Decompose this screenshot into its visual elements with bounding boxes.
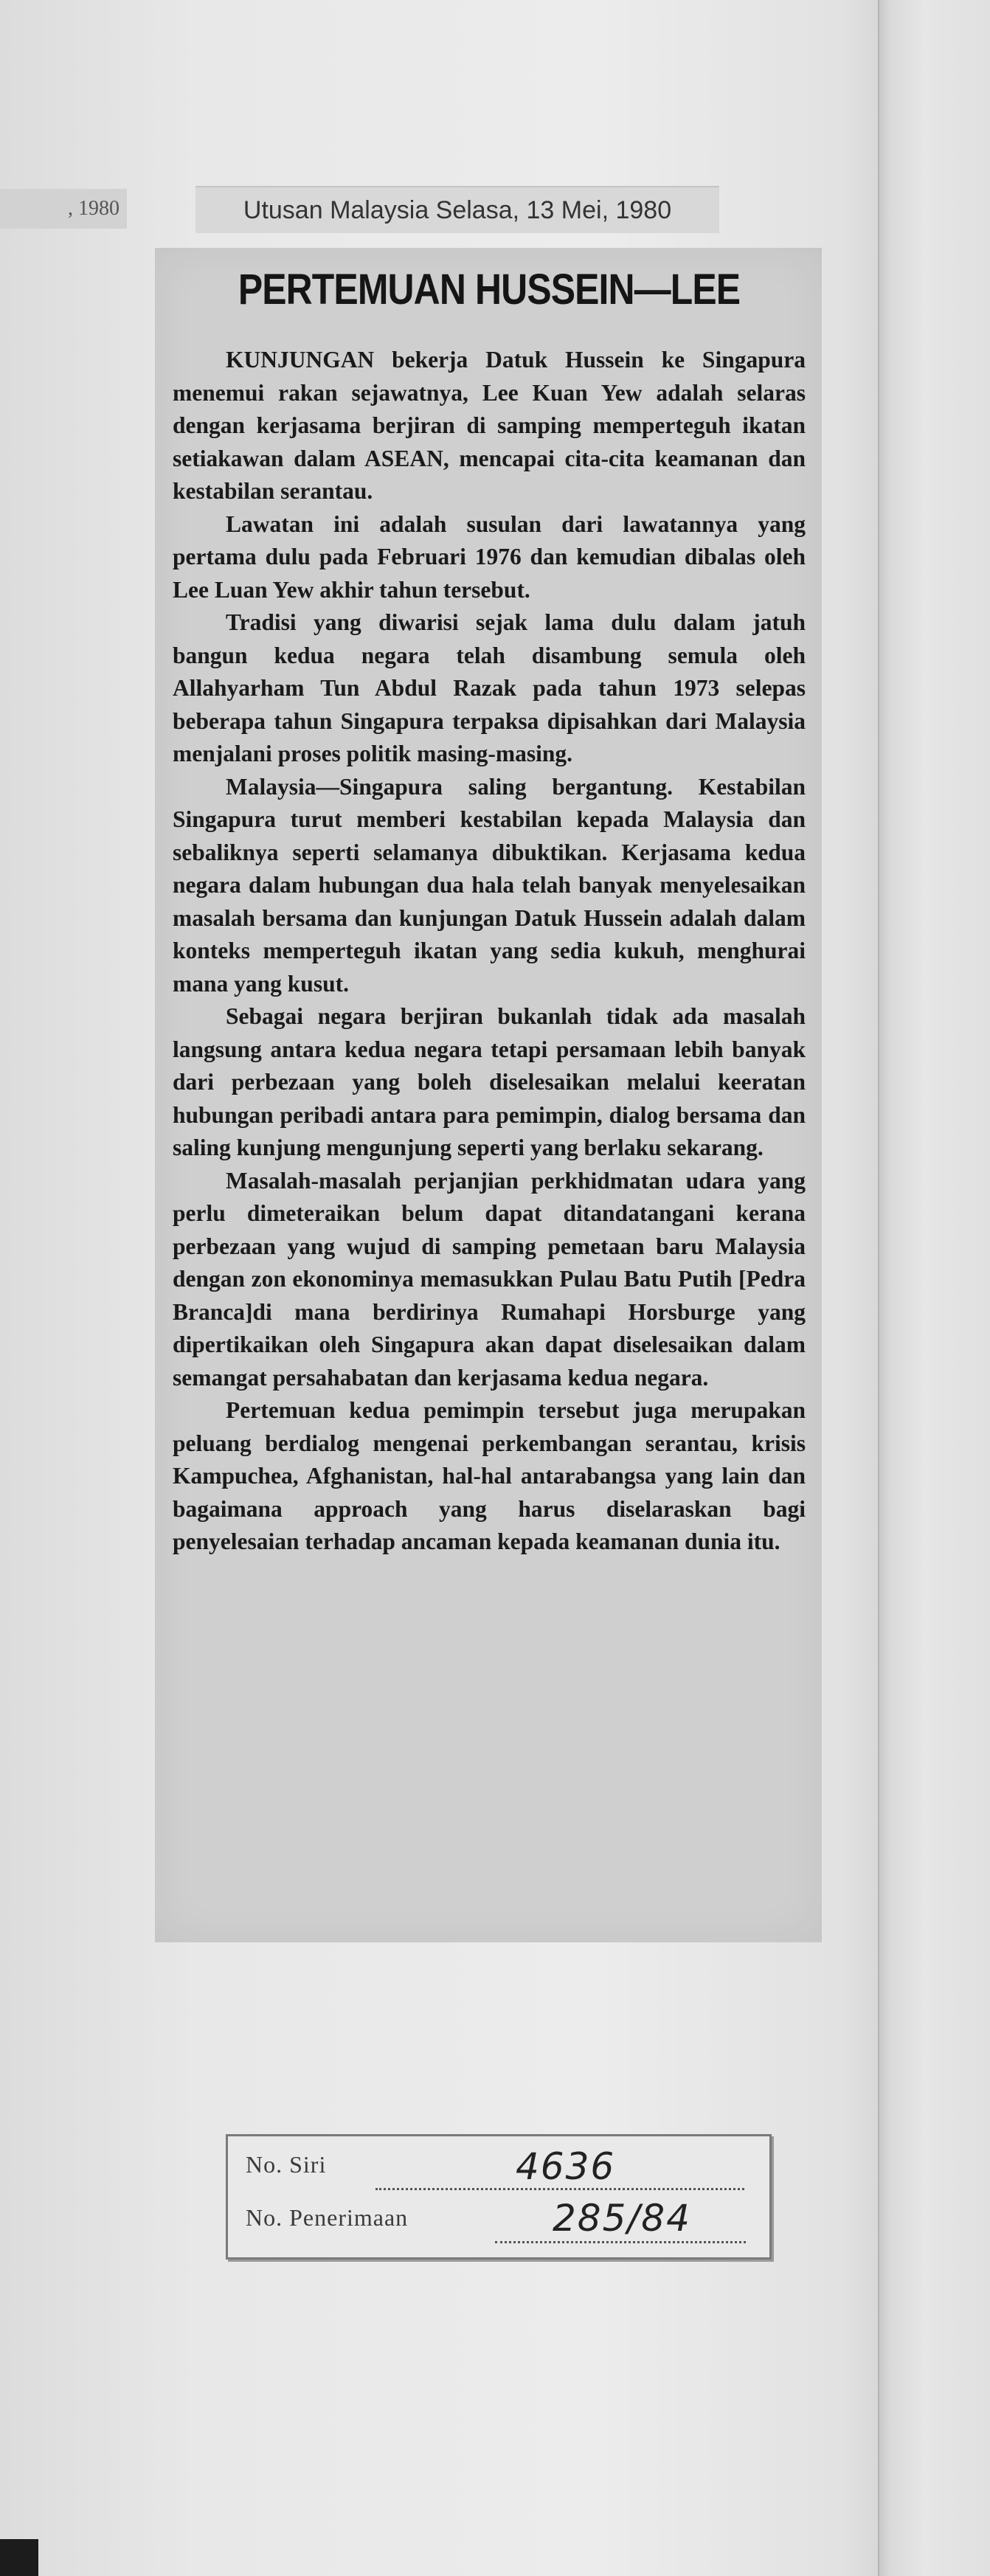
- previous-clipping-date: , 1980: [0, 189, 127, 229]
- archive-stamp: [226, 2134, 772, 2260]
- article-headline: PERTEMUAN HUSSEIN—LEE: [238, 266, 741, 314]
- article-body: [173, 344, 806, 1559]
- siri-dotted-line: [375, 2188, 744, 2190]
- article-paragraph: KUNJUNGAN bekerja Datuk Hussein ke Singapura menemui rakan sejawatnya, Lee Kuan Yew adalah selaras dengan kerjasama berjiran di samping memperteguh ikatan setiakawan dalam ASEAN, mencapai cita-cita keamanan dan kestabilan serantau.: [173, 347, 806, 504]
- article-paragraph: Masalah-masalah perjanjian perkhidmatan udara yang perlu dimeteraikan belum dapat ditandatangani kerana perbezaan yang wujud di samping pemetaan baru Malaysia dengan zon ekonominya memasukkan Pulau Batu Putih [Pedra Branca]di mana berdirinya Rumahapi Horsburge yang dipertikaikan oleh Singapura akan dapat diselesaikan dalam semangat persahabatan dan kerjasama kedua negara.: [173, 1167, 806, 1391]
- penerimaan-dotted-line: [495, 2241, 746, 2243]
- article-paragraph: Malaysia—Singapura saling bergantung. Kestabilan Singapura turut memberi kestabilan kepada Malaysia dan sebaliknya seperti selamanya dibuktikan. Kerjasama kedua negara dalam hubungan dua hala telah banyak menyelesaikan masalah bersama dan kunjungan Datuk Hussein adalah dalam konteks memperteguh ikatan yang sedia kukuh, menghurai mana yang kusut.: [173, 773, 806, 997]
- article-paragraph: Lawatan ini adalah susulan dari lawatannya yang pertama dulu pada Februari 1976 dan kemudian dibalas oleh Lee Luan Yew akhir tahun tersebut.: [173, 510, 806, 603]
- penerimaan-number: 285/84: [553, 2197, 691, 2240]
- siri-label: No. Siri: [246, 2151, 327, 2178]
- article-paragraph: Tradisi yang diwarisi sejak lama dulu dalam jatuh bangun kedua negara telah disambung semula oleh Allahyarham Tun Abdul Razak pada tahun 1973 selepas beberapa tahun Singapura terpaksa dipisahkan dari Malaysia menjalani proses politik masing-masing.: [173, 609, 806, 766]
- source-line: Utusan Malaysia Selasa, 13 Mei, 1980: [195, 186, 719, 233]
- article-paragraph: Sebagai negara berjiran bukanlah tidak ada masalah langsung antara kedua negara tetapi persamaan lebih banyak dari perbezaan yang boleh diselesaikan melalui keeratan hubungan peribadi antara para pemimpin, dialog bersama dan saling kunjung mengunjung seperti yang berlaku sekarang.: [173, 1003, 806, 1160]
- newspaper-clipping: [155, 248, 822, 1942]
- folder-edge-strip: [878, 0, 990, 2576]
- article-paragraph: Pertemuan kedua pemimpin tersebut juga merupakan peluang berdialog mengenai perkembangan serantau, krisis Kampuchea, Afghanistan, hal-hal antarabangsa yang lain dan bagaimana approach yang harus diselaraskan bagi penyelesaian terhadap ancaman kepada keamanan dunia itu.: [173, 1397, 806, 1554]
- corner-shadow: [0, 2539, 38, 2576]
- siri-number: 4636: [516, 2145, 616, 2188]
- penerimaan-label: No. Penerimaan: [246, 2204, 409, 2231]
